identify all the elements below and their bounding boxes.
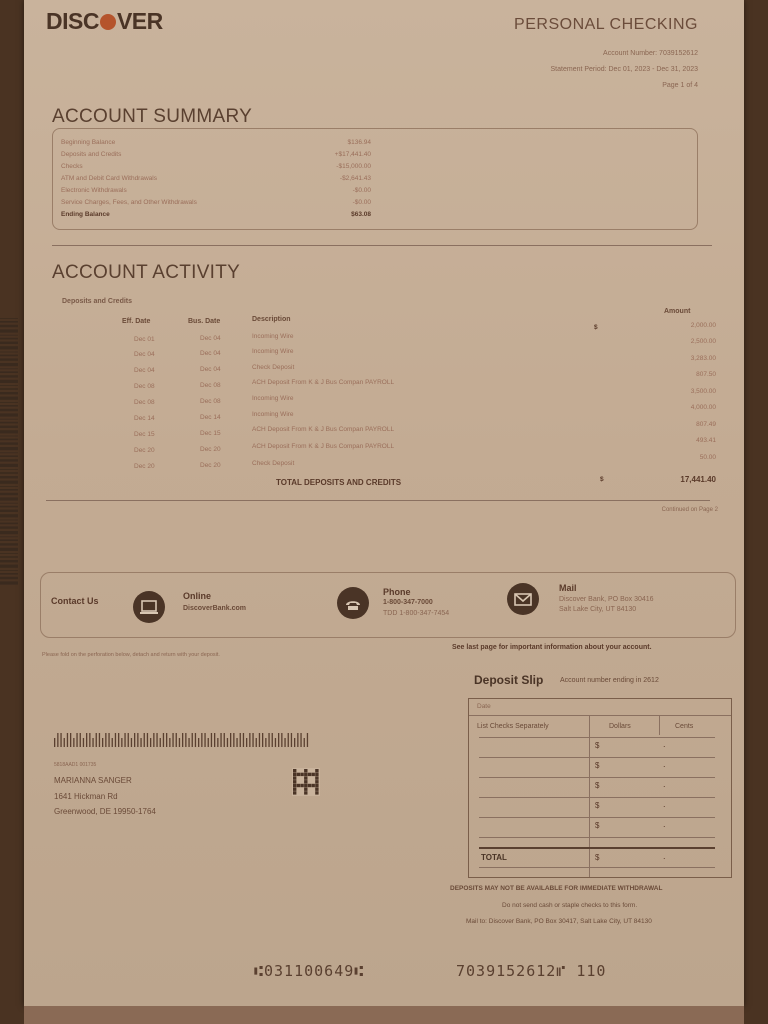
row-amount: 4,000.00 xyxy=(690,404,716,411)
decimal-point: . xyxy=(663,819,666,829)
statement-period-line: Statement Period: Dec 01, 2023 - Dec 31, 2023 xyxy=(550,66,698,73)
continued-note: Continued on Page 2 xyxy=(661,507,718,513)
discover-logo xyxy=(46,8,163,35)
deposits-subheading: Deposits and Credits xyxy=(62,298,133,305)
decimal-point: . xyxy=(663,851,666,861)
mail-envelope-icon xyxy=(507,583,539,615)
summary-value: +$17,441.40 xyxy=(334,151,371,158)
slip-entry-line[interactable] xyxy=(479,777,715,778)
total-deposits-value: 17,441.40 xyxy=(680,475,716,484)
row-amount: 807.49 xyxy=(696,421,716,428)
col-eff-date: Eff. Date xyxy=(122,318,151,325)
summary-label: Service Charges, Fees, and Other Withdrawals xyxy=(61,199,197,206)
micr-routing: ⑆031100649⑆ xyxy=(254,962,365,980)
row-eff-date: Dec 04 xyxy=(134,351,155,358)
phone-number[interactable]: 1-800-347-7000 xyxy=(383,599,433,606)
dollar-sign: $ xyxy=(595,781,600,790)
row-bus-date: Dec 14 xyxy=(200,414,221,421)
account-summary-title: ACCOUNT SUMMARY xyxy=(52,106,253,127)
availability-notice: DEPOSITS MAY NOT BE AVAILABLE FOR IMMEDIATE WITHDRAWAL xyxy=(450,885,663,892)
row-amount: 493.41 xyxy=(696,437,716,444)
dollar-sign: $ xyxy=(595,741,600,750)
col-amount: Amount xyxy=(664,308,691,315)
col-bus-date: Bus. Date xyxy=(188,318,221,325)
slip-col-checks: List Checks Separately xyxy=(477,723,549,730)
total-currency-symbol: $ xyxy=(600,476,604,483)
row-bus-date: Dec 04 xyxy=(200,350,221,357)
online-title: Online xyxy=(183,591,212,601)
col-description: Description xyxy=(252,316,291,323)
row-eff-date: Dec 15 xyxy=(134,431,155,438)
row-amount: 2,500.00 xyxy=(690,338,716,345)
row-description: Check Deposit xyxy=(252,364,295,371)
row-bus-date: Dec 20 xyxy=(200,462,221,469)
dollar-sign: $ xyxy=(595,821,600,830)
logo-text-end: VER xyxy=(116,8,163,34)
summary-label: Deposits and Credits xyxy=(61,151,122,158)
row-description: ACH Deposit From K & J Bus Compan PAYROLL xyxy=(252,426,395,433)
slip-entry-line[interactable] xyxy=(479,867,715,868)
currency-symbol: $ xyxy=(594,324,598,331)
mail-to-notice: Mail to: Discover Bank, PO Box 30417, Salt Lake City, UT 84130 xyxy=(466,918,652,925)
row-bus-date: Dec 04 xyxy=(200,335,221,342)
mail-address-line2: Salt Lake City, UT 84130 xyxy=(559,606,637,613)
cash-notice: Do not send cash or staple checks to this form. xyxy=(502,902,638,909)
row-amount: 2,000.00 xyxy=(690,322,716,329)
row-eff-date: Dec 20 xyxy=(134,463,155,470)
slip-total-rule xyxy=(479,847,715,849)
account-number-line: Account Number: 7039152612 xyxy=(603,50,698,57)
side-barcode xyxy=(0,318,18,588)
laptop-icon xyxy=(133,591,165,623)
summary-value: -$0.00 xyxy=(352,199,371,206)
row-description: ACH Deposit From K & J Bus Compan PAYROLL xyxy=(252,443,395,450)
total-deposits-label: TOTAL DEPOSITS AND CREDITS xyxy=(276,478,402,487)
customer-street: 1641 Hickman Rd xyxy=(54,792,118,801)
summary-value: -$15,000.00 xyxy=(336,163,371,170)
dollar-sign: $ xyxy=(595,761,600,770)
row-description: Incoming Wire xyxy=(252,348,294,355)
postal-barcode xyxy=(54,733,310,747)
table-surface xyxy=(24,1006,744,1024)
micr-account: 7039152612⑈ 110 xyxy=(456,962,607,980)
row-eff-date: Dec 20 xyxy=(134,447,155,454)
slip-entry-line[interactable] xyxy=(479,837,715,838)
decimal-point: . xyxy=(663,799,666,809)
row-eff-date: Dec 08 xyxy=(134,383,155,390)
row-description: Incoming Wire xyxy=(252,333,294,340)
row-amount: 807.50 xyxy=(696,371,716,378)
row-eff-date: Dec 14 xyxy=(134,415,155,422)
slip-entry-line[interactable] xyxy=(479,817,715,818)
online-url[interactable]: DiscoverBank.com xyxy=(183,605,247,612)
row-description: ACH Deposit From K & J Bus Compan PAYROLL xyxy=(252,379,395,386)
deposit-slip-title: Deposit Slip xyxy=(474,673,544,687)
slip-entry-line[interactable] xyxy=(479,797,715,798)
tdd-number[interactable]: TDD 1-800-347-7454 xyxy=(383,610,450,617)
row-bus-date: Dec 15 xyxy=(200,430,221,437)
contact-us-box xyxy=(40,572,736,638)
row-amount: 50.00 xyxy=(699,454,716,461)
summary-label: ATM and Debit Card Withdrawals xyxy=(61,175,157,182)
perforation-note: Please fold on the perforation below, detach and return with your deposit. xyxy=(42,652,220,658)
row-description: Incoming Wire xyxy=(252,395,294,402)
logo-text-start: DISC xyxy=(46,8,99,34)
summary-label: Checks xyxy=(61,163,83,170)
decimal-point: . xyxy=(663,739,666,749)
customer-city: Greenwood, DE 19950-1764 xyxy=(54,807,156,816)
row-bus-date: Dec 08 xyxy=(200,398,221,405)
row-bus-date: Dec 08 xyxy=(200,382,221,389)
account-meta xyxy=(551,46,698,94)
slip-col-cents: Cents xyxy=(675,723,694,730)
decimal-point: . xyxy=(663,759,666,769)
dollar-sign: $ xyxy=(595,801,600,810)
phone-icon xyxy=(337,587,369,619)
row-bus-date: Dec 20 xyxy=(200,446,221,453)
slip-date-label: Date xyxy=(477,703,491,710)
see-last-page-note: See last page for important information about your account. xyxy=(452,644,652,651)
row-eff-date: Dec 08 xyxy=(134,399,155,406)
slip-divider xyxy=(589,715,590,877)
phone-title: Phone xyxy=(383,587,411,597)
summary-label: Electronic Withdrawals xyxy=(61,187,127,194)
statement-page xyxy=(24,0,744,1006)
dollar-sign: $ xyxy=(595,853,600,862)
summary-label: Beginning Balance xyxy=(61,139,116,146)
summary-value: -$0.00 xyxy=(352,187,371,194)
summary-value: -$2,641.43 xyxy=(339,175,371,182)
slip-total-label: TOTAL xyxy=(481,853,507,862)
slip-col-dollars: Dollars xyxy=(609,723,631,730)
row-amount: 3,500.00 xyxy=(690,388,716,395)
deposit-slip-account-note: Account number ending in 2612 xyxy=(560,677,659,684)
account-activity-title: ACCOUNT ACTIVITY xyxy=(52,262,241,283)
mail-address-line1: Discover Bank, PO Box 30416 xyxy=(559,596,654,603)
slip-divider xyxy=(659,715,660,735)
row-bus-date: Dec 04 xyxy=(200,366,221,373)
customer-name: MARIANNA SANGER xyxy=(54,776,132,785)
mail-title: Mail xyxy=(559,583,577,593)
qr-code xyxy=(292,768,320,796)
slip-rule xyxy=(479,737,715,738)
contact-us-label: Contact Us xyxy=(51,596,99,606)
customer-code: 5818AAD1 001735 xyxy=(54,762,97,768)
slip-entry-line[interactable] xyxy=(479,757,715,758)
summary-label: Ending Balance xyxy=(61,211,110,218)
row-description: Incoming Wire xyxy=(252,411,294,418)
row-amount: 3,283.00 xyxy=(690,355,716,362)
decimal-point: . xyxy=(663,779,666,789)
section-divider xyxy=(52,245,712,246)
summary-value: $136.94 xyxy=(347,139,371,146)
account-summary-box xyxy=(52,128,698,230)
activity-bottom-rule xyxy=(46,500,710,501)
slip-rule xyxy=(469,715,731,716)
row-eff-date: Dec 04 xyxy=(134,367,155,374)
logo-orange-dot xyxy=(100,14,116,30)
row-eff-date: Dec 01 xyxy=(134,336,155,343)
deposit-slip-form xyxy=(468,698,732,878)
summary-value: $63.08 xyxy=(351,211,371,218)
document-title: PERSONAL CHECKING xyxy=(514,16,698,33)
row-description: Check Deposit xyxy=(252,460,295,467)
page-indicator: Page 1 of 4 xyxy=(662,82,698,89)
